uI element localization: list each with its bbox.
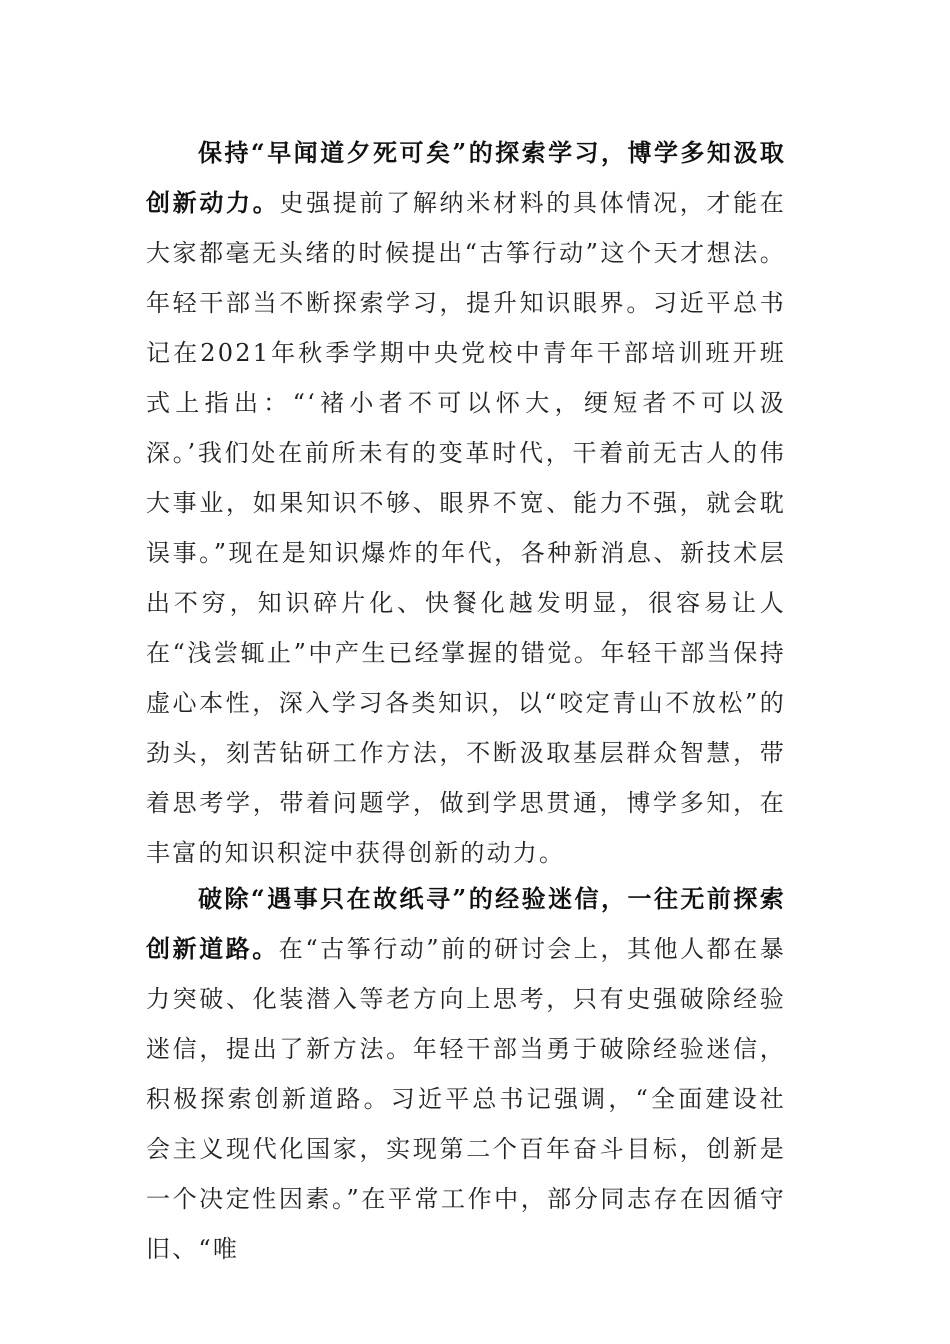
paragraph-lead-heading: 破除“遇事只在故纸寻”的经验迷信，一往无前探索创新道路。 xyxy=(146,884,786,963)
paragraph-lead-heading: 保持“早闻道夕死可矣”的探索学习，博学多知汲取创新动力。 xyxy=(146,138,786,217)
paragraph-1-block xyxy=(146,128,786,878)
paragraph xyxy=(146,128,786,878)
paragraph-body-text: 在“古筝行动”前的研讨会上，其他人都在暴力突破、化装潜入等老方向上思考，只有史强破除经验迷信，提出了新方法。年轻干部当勇于破除经验迷信，积极探索创新道路。习近平总书记强调，“全面建设社会主义现代化国家，实现第二个百年奋斗目标，创新是一个决定性因素。”在平常工作中，部分同志存在因循守旧、“唯 xyxy=(146,935,786,1263)
paragraph xyxy=(146,874,786,1274)
paragraph-body-text: 史强提前了解纳米材料的具体情况，才能在大家都毫无头绪的时候提出“古筝行动”这个天才想法。年轻干部当不断探索学习，提升知识眼界。习近平总书记在2021年秋季学期中央党校中青年干部培训班开班式上指出：“‘褚小者不可以怀大，绠短者不可以汲深。’我们处在前所未有的变革时代，干着前无古人的伟大事业，如果知识不够、眼界不宽、能力不强，就会耽误事。”现在是知识爆炸的年代，各种新消息、新技术层出不穷，知识碎片化、快餐化越发明显，很容易让人在“浅尝辄止”中产生已经掌握的错觉。年轻干部当保持虚心本性，深入学习各类知识，以“咬定青山不放松”的劲头，刻苦钻研工作方法，不断汲取基层群众智慧，带着思考学，带着问题学，做到学思贯通，博学多知，在丰富的知识积淀中获得创新的动力。 xyxy=(146,189,786,867)
paragraph-2-block xyxy=(146,874,786,1274)
